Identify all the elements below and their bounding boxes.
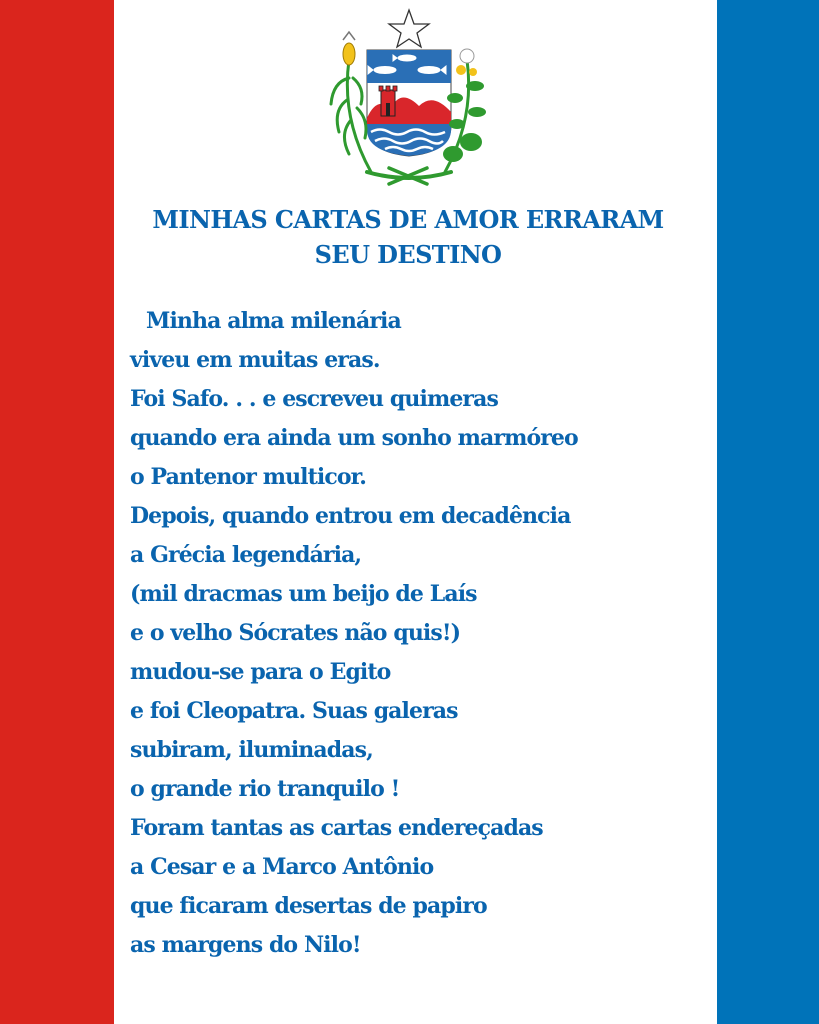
flag-stripe-red (0, 0, 114, 1024)
poem-line: e foi Cleopatra. Suas galeras (130, 698, 458, 724)
poem-line: Foi Safo. . . e escreveu quimeras (130, 386, 498, 412)
poem-line: Foram tantas as cartas endereçadas (130, 815, 543, 841)
poem-line: a Grécia legendária, (130, 542, 362, 568)
poem-line: quando era ainda um sonho marmóreo (130, 425, 578, 451)
poem-title-line-1: MINHAS CARTAS DE AMOR ERRARAM (152, 205, 664, 234)
poem-line: viveu em muitas eras. (130, 347, 380, 373)
poem-line: Minha alma milenária (146, 308, 401, 334)
poem-line: mudou-se para o Egito (130, 659, 391, 685)
poem-line: o grande rio tranquilo ! (130, 776, 400, 802)
poem-line: (mil dracmas um beijo de Laís (130, 581, 477, 607)
poem-title (114, 202, 702, 272)
poem-line: que ficaram desertas de papiro (130, 893, 487, 919)
poem-line: as margens do Nilo! (130, 932, 361, 958)
poem-title-line-2: SEU DESTINO (314, 240, 502, 269)
poem-line: e o velho Sócrates não quis!) (130, 620, 461, 646)
poem-line: o Pantenor multicor. (130, 464, 367, 490)
state-coat-of-arms-icon (327, 8, 491, 188)
poem-line: Depois, quando entrou em decadência (130, 503, 571, 529)
poem-line: subiram, iluminadas, (130, 737, 373, 763)
poem-line: a Cesar e a Marco Antônio (130, 854, 434, 880)
flag-stripe-blue (717, 0, 819, 1024)
poem-body (130, 302, 710, 965)
